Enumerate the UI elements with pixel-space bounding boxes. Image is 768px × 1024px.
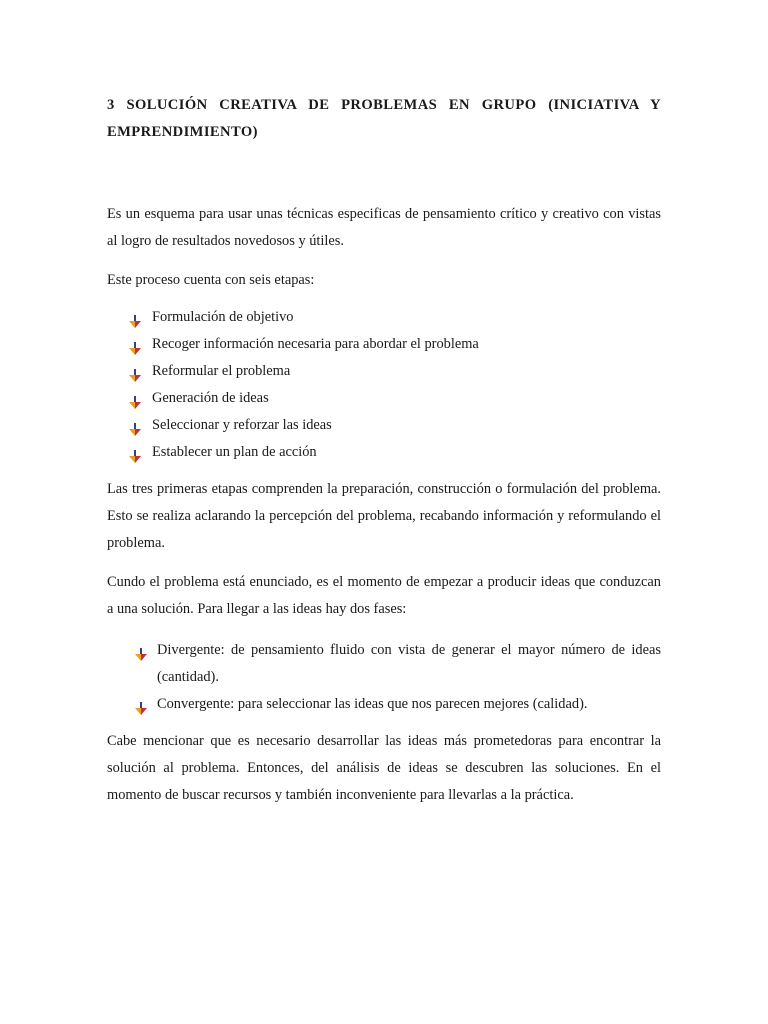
paragraph-stages-intro: Este proceso cuenta con seis etapas: (107, 272, 315, 288)
list-item (107, 637, 661, 691)
list-item-label: Reformular el problema (152, 363, 291, 379)
list-item (107, 439, 661, 466)
list-item (107, 385, 661, 412)
list-item (107, 412, 661, 439)
down-arrow-icon (129, 392, 141, 405)
list-item-label: Divergente: de pensamiento fluido con vista de generar el mayor número de ideas (cantidad). (157, 642, 661, 685)
list-item-label: Recoger información necesaria para abordar el problema (152, 336, 479, 352)
down-arrow-icon (129, 338, 141, 351)
down-arrow-icon (129, 311, 141, 324)
document-page (107, 92, 661, 821)
list-item (107, 358, 661, 385)
list-item-label: Formulación de objetivo (152, 309, 294, 325)
down-arrow-icon (135, 644, 147, 657)
list-item-label: Convergente: para seleccionar las ideas que nos parecen mejores (calidad). (157, 696, 588, 712)
down-arrow-icon (129, 419, 141, 432)
list-item (107, 331, 661, 358)
list-item-label: Generación de ideas (152, 390, 269, 406)
list-item (107, 304, 661, 331)
section-title: 3 SOLUCIÓN CREATIVA DE PROBLEMAS EN GRUPO (INICIATIVA Y EMPRENDIMIENTO) (107, 97, 661, 140)
phases-list (107, 637, 661, 718)
down-arrow-icon (129, 446, 141, 459)
paragraph-first-stages: Las tres primeras etapas comprenden la preparación, construcción o formulación del problema. Esto se realiza aclarando la percepción del problema, recabando información y reformulando el problema. (107, 481, 661, 551)
paragraph-phases-intro: Cundo el problema está enunciado, es el momento de empezar a producir ideas que conduzcan a una solución. Para llegar a las ideas hay dos fases: (107, 574, 661, 617)
list-item-label: Establecer un plan de acción (152, 444, 317, 460)
paragraph-definition: Es un esquema para usar unas técnicas especificas de pensamiento crítico y creativo con vistas al logro de resultados novedosos y útiles. (107, 206, 661, 249)
down-arrow-icon (129, 365, 141, 378)
paragraph-conclusion: Cabe mencionar que es necesario desarrollar las ideas más prometedoras para encontrar la solución al problema. Entonces, del análisis de ideas se descubren las soluciones. En el momento de buscar recursos y también inconveniente para llevarlas a la práctica. (107, 733, 661, 803)
list-item (107, 691, 661, 718)
stages-list (107, 304, 661, 466)
down-arrow-icon (135, 698, 147, 711)
list-item-label: Seleccionar y reforzar las ideas (152, 417, 332, 433)
